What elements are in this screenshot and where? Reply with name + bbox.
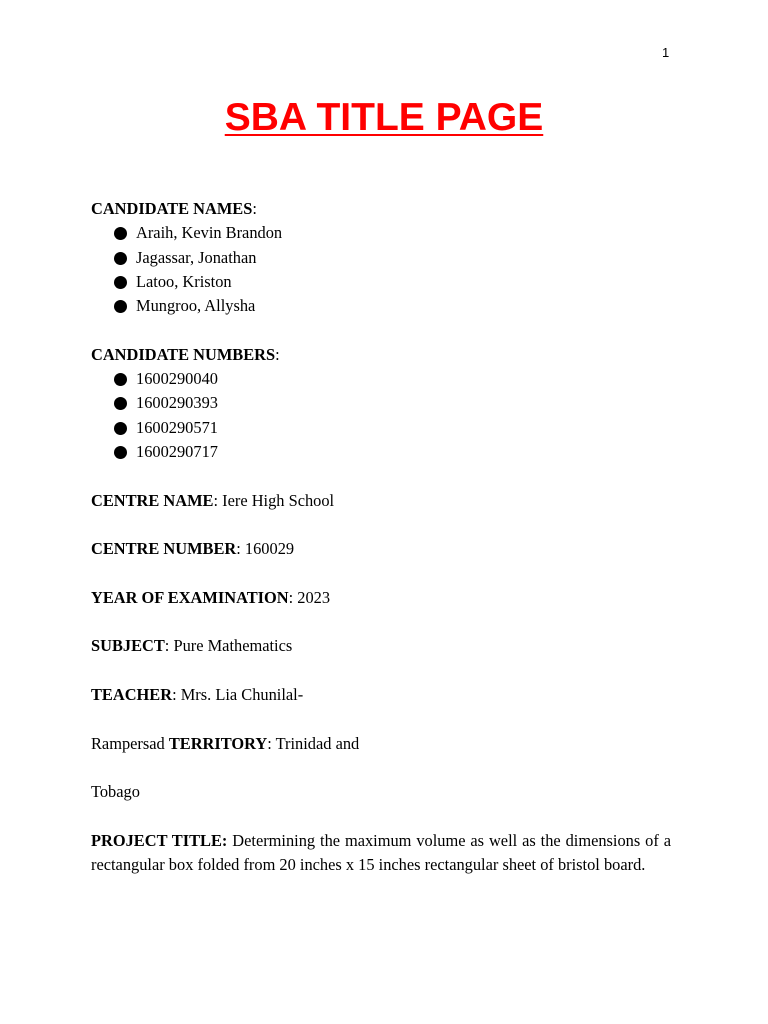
candidate-number: 1600290717 [136, 441, 218, 461]
list-item [114, 270, 671, 294]
territory-continuation: Tobago [91, 782, 140, 802]
list-item [114, 367, 671, 391]
bullet-icon [114, 422, 127, 435]
year-line [91, 586, 671, 610]
subject-line [91, 634, 671, 658]
territory-line [91, 732, 671, 756]
list-item [114, 440, 671, 464]
page-number: 1 [662, 45, 670, 60]
candidate-numbers-label: CANDIDATE NUMBERS [91, 344, 276, 364]
candidate-number: 1600290571 [136, 417, 218, 437]
centre-number-line [91, 537, 671, 561]
bullet-icon [114, 227, 127, 240]
centre-number-value: : 160029 [236, 539, 295, 559]
project-title-value: Determining the maximum volume as well as the dimensions of a rectangular box folded from 20 inches x 15 inches rectangular sheet of bristol board. [91, 830, 671, 875]
subject-label: SUBJECT [91, 636, 165, 656]
candidate-numbers-heading: CANDIDATE NUMBERS: [91, 344, 280, 364]
document-body [91, 197, 671, 877]
teacher-line [91, 683, 671, 707]
territory-label: TERRITORY [168, 733, 268, 753]
page-title: SBA TITLE PAGE [224, 96, 544, 139]
teacher-value: : Mrs. Lia Chunilal- [172, 684, 304, 704]
candidate-number: 1600290040 [136, 369, 218, 389]
candidate-name: Jagassar, Jonathan [136, 247, 257, 267]
list-item [114, 221, 671, 245]
candidate-numbers-list [91, 367, 671, 464]
centre-name-line [91, 489, 671, 513]
list-item [114, 246, 671, 270]
bullet-icon [114, 300, 127, 313]
candidate-names-list [91, 221, 671, 318]
centre-number-label: CENTRE NUMBER [91, 539, 237, 559]
teacher-name-continuation: Rampersad [91, 733, 169, 753]
year-value: : 2023 [288, 587, 331, 607]
candidate-names-label: CANDIDATE NAMES [91, 199, 253, 218]
bullet-icon [114, 252, 127, 265]
candidate-name: Mungroo, Allysha [136, 296, 256, 316]
candidate-name: Latoo, Kriston [136, 271, 232, 291]
candidate-number: 1600290393 [136, 393, 218, 413]
list-item [114, 294, 671, 318]
centre-name-value: : Iere High School [213, 490, 335, 510]
bullet-icon [114, 373, 127, 386]
subject-value: : Pure Mathematics [164, 636, 293, 656]
territory-value: : Trinidad and [267, 733, 360, 753]
project-title-label: PROJECT TITLE: [91, 830, 228, 850]
teacher-label: TEACHER [91, 684, 173, 704]
bullet-icon [114, 446, 127, 459]
list-item [114, 416, 671, 440]
year-label: YEAR OF EXAMINATION [91, 587, 289, 607]
candidate-names-heading: CANDIDATE NAMES: [91, 199, 257, 218]
candidate-name: Araih, Kevin Brandon [136, 223, 283, 243]
list-item [114, 391, 671, 415]
centre-name-label: CENTRE NAME [91, 490, 214, 510]
bullet-icon [114, 397, 127, 410]
project-title-paragraph [91, 829, 671, 878]
bullet-icon [114, 276, 127, 289]
